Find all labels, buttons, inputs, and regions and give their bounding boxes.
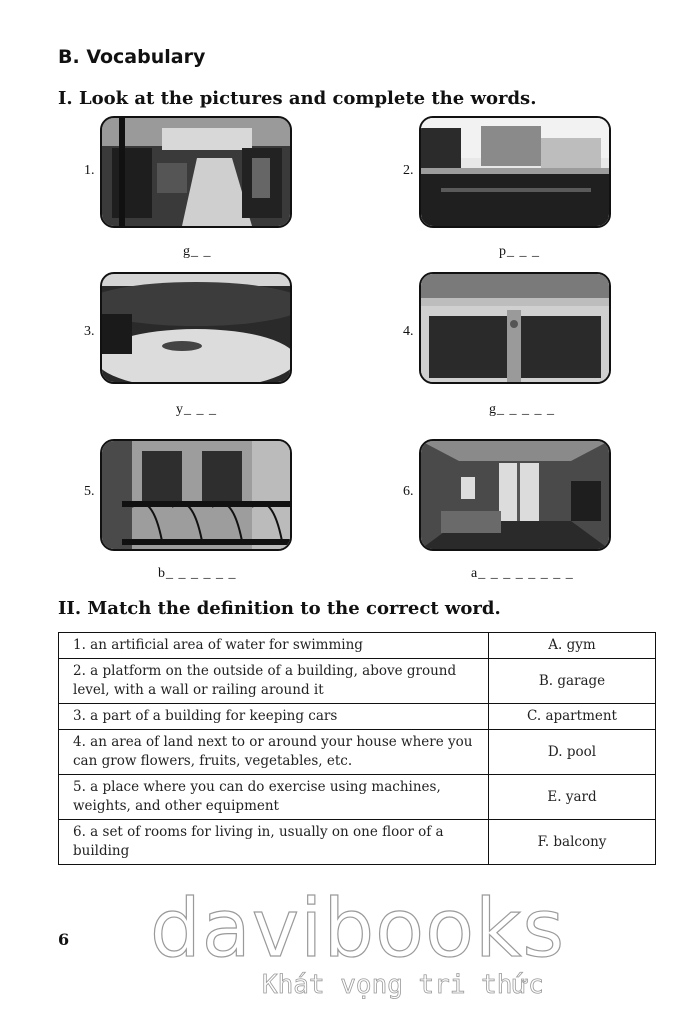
- hint-text: p_ _ _: [499, 244, 540, 259]
- item-number: 5.: [84, 484, 95, 499]
- hint-text: a_ _ _ _ _ _ _ _: [471, 566, 574, 581]
- picture-apartment: [419, 439, 611, 551]
- picture-pool: [419, 116, 611, 228]
- table-row: [59, 730, 656, 775]
- item-number: 2.: [403, 163, 414, 178]
- definition-cell: 6. a set of rooms for living in, usually on one floor of a building: [59, 820, 489, 865]
- definition-cell: 4. an area of land next to or around your house where you can grow flowers, fruits, vegetables, etc.: [59, 730, 489, 775]
- picture-balcony: [100, 439, 292, 551]
- table-row: [59, 659, 656, 704]
- item-number: 4.: [403, 324, 414, 339]
- word-cell: F. balcony: [489, 820, 656, 865]
- word-cell: A. gym: [489, 633, 656, 659]
- page-number: 6: [58, 930, 70, 949]
- word-cell: D. pool: [489, 730, 656, 775]
- word-cell: E. yard: [489, 775, 656, 820]
- hint-text: g_ _: [183, 244, 212, 259]
- picture-yard: [100, 272, 292, 384]
- hint-text: b_ _ _ _ _ _: [158, 566, 237, 581]
- word-cell: B. garage: [489, 659, 656, 704]
- word-cell: C. apartment: [489, 704, 656, 730]
- picture-garage: [419, 272, 611, 384]
- table-row: [59, 633, 656, 659]
- item-number: 6.: [403, 484, 414, 499]
- item-number: 3.: [84, 324, 95, 339]
- definition-cell: 2. a platform on the outside of a building, above ground level, with a wall or railing around it: [59, 659, 489, 704]
- part2-title: II. Match the definition to the correct word.: [58, 598, 501, 619]
- watermark-logo: davibooks: [150, 882, 566, 975]
- table-row: [59, 704, 656, 730]
- table-row: [59, 775, 656, 820]
- item-number: 1.: [84, 163, 95, 178]
- part1-title: I. Look at the pictures and complete the words.: [58, 88, 537, 109]
- matching-table: [58, 632, 656, 865]
- definition-cell: 5. a place where you can do exercise using machines, weights, and other equipment: [59, 775, 489, 820]
- section-title: B. Vocabulary: [58, 46, 206, 68]
- definition-cell: 3. a part of a building for keeping cars: [59, 704, 489, 730]
- hint-text: y_ _ _: [176, 402, 217, 417]
- hint-text: g_ _ _ _ _: [489, 402, 555, 417]
- watermark-tagline: Khát vọng tri thức: [262, 970, 544, 1000]
- picture-gym: [100, 116, 292, 228]
- table-row: [59, 820, 656, 865]
- definition-cell: 1. an artificial area of water for swimming: [59, 633, 489, 659]
